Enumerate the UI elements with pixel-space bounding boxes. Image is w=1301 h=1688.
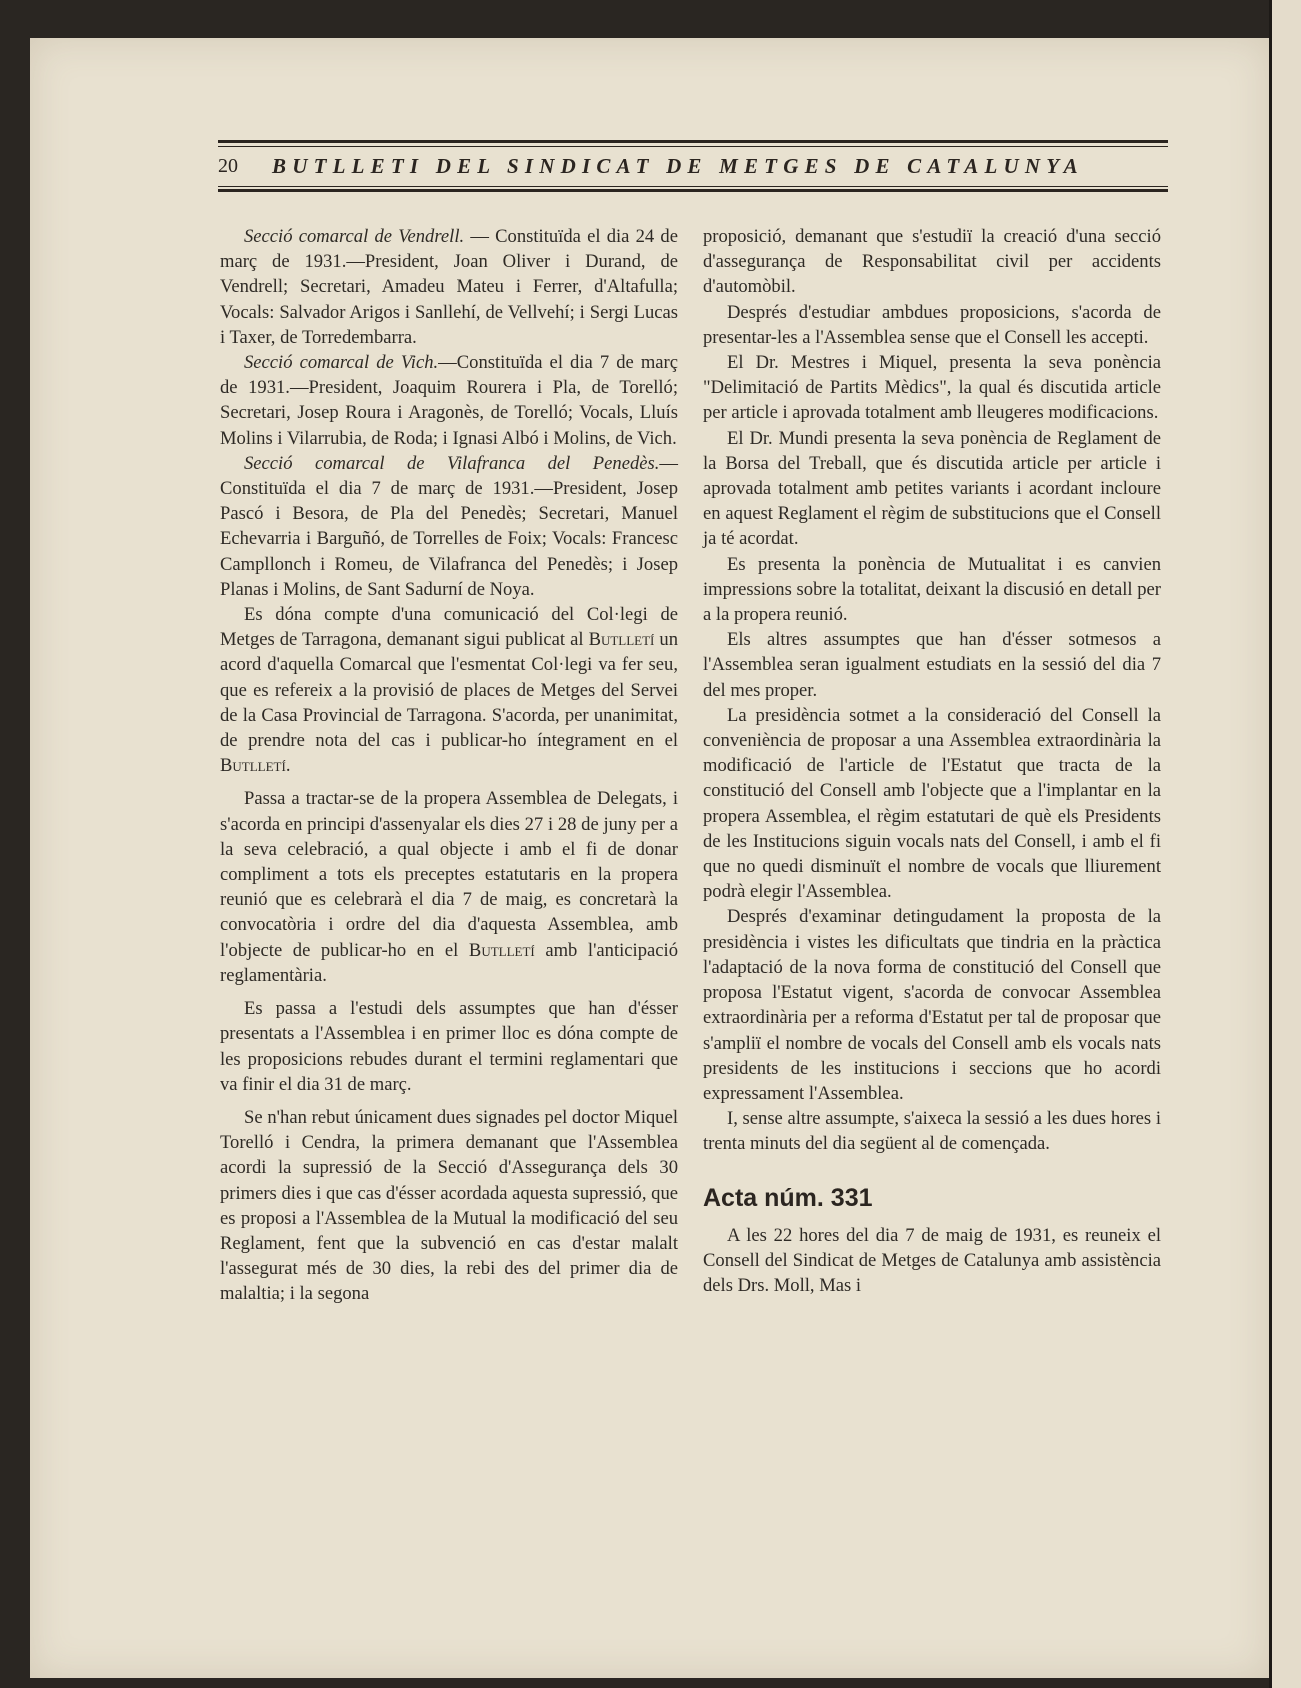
paragraph	[220, 602, 678, 778]
paragraph: Es passa a l'estudi dels assumptes que han d'ésser presentats a l'Assemblea i en primer lloc es dóna compte de les proposicions rebudes durant el termini reglamentari que va finir el dia 31 de març.	[220, 998, 678, 1095]
paragraph-text: Es dóna compte d'una comunicació del Col·legi de Metges de Tarragona, demanant sigui publicat al	[220, 604, 678, 651]
header-row	[218, 151, 1168, 181]
paragraph: Es presenta la ponència de Mutualitat i es canvien impressions sobre la totalitat, deixant la discusió en detall per a la propera reunió.	[703, 553, 1161, 626]
paragraph: Després d'examinar detingudament la proposta de la presidència i vistes les dificultats que tindria en la pràctica l'adaptació de la nova forma de constitució del Consell que proposa l'Estatut vigent, s'acorda de convocar Assemblea extraordinària per a reforma d'Estatut per tal de proposar que s'ampliï el nombre de vocals del Consell amb els vocals nats presidents de les institucions i seccions que ho acordi expressament l'Assemblea.	[703, 906, 1161, 1104]
paragraph	[220, 224, 678, 350]
bulletin-name: Butlletí	[588, 629, 655, 651]
paragraph	[220, 451, 678, 602]
section-label: Secció comarcal de Vendrell.	[244, 226, 465, 247]
section-label: Secció comarcal de Vilafranca del Penedès.	[244, 452, 660, 474]
paragraph: Els altres assumptes que han d'ésser sotmesos a l'Assemblea seran igualment estudiats en la sessió del dia 7 del mes proper.	[703, 629, 1161, 701]
header-rule-top	[218, 140, 1168, 143]
right-column	[703, 224, 1161, 1298]
paragraph: El Dr. Mundi presenta la seva ponència de Reglament de la Borsa del Treball, que és discutida article per article i aprovada totalment amb petites variants i acordant incloure en aquest Reglament el règim de substitucions que el Consell ja té acordat.	[703, 427, 1161, 550]
running-header	[218, 140, 1168, 196]
header-rule-bottom-thin	[218, 186, 1168, 187]
header-rule-bottom	[218, 189, 1168, 192]
paragraph: I, sense altre assumpte, s'aixeca la sessió a les dues hores i trenta minuts del dia següent al de començada.	[703, 1108, 1161, 1155]
paragraph	[220, 350, 678, 451]
paragraph	[220, 786, 678, 988]
paragraph: Després d'estudiar ambdues proposicions, s'acorda de presentar-les a l'Assemblea sense que el Consell les accepti.	[703, 301, 1161, 348]
section-label: Secció comarcal de Vich.	[244, 352, 439, 374]
section-heading: Acta núm. 331	[703, 1183, 873, 1212]
paragraph: A les 22 hores del dia 7 de maig de 1931, es reuneix el Consell del Sindicat de Metges de Catalunya amb assistència dels Drs. Moll, Mas i	[703, 1224, 1161, 1296]
header-rule-top-thin	[218, 146, 1168, 147]
paragraph-text: —Constituïda el dia 7 de març de 1931.—President, Joaquim Rourera i Pla, de Torelló; Secretari, Josep Roura i Aragonès, de Torelló; Vocals, Lluís Molins i Vilarrubia, de Roda; i Ignasi Albó i Molins, de Vich.	[220, 352, 678, 449]
paragraph: La presidència sotmet a la consideració del Consell la conveniència de proposar a una Assemblea extraordinària la modificació de l'article de l'Estatut que tracta de la constitució del Consell amb l'objecte que a l'implantar en la propera Assemblea, el règim estatutari de què els Presidents de les Institucions siguin vocals nats del Consell, i amb el fi que no quedi disminuït el nombre de vocals que lliurement podrà elegir l'Assemblea.	[703, 704, 1161, 903]
bulletin-name: Butlletí	[220, 755, 286, 777]
page-number: 20	[218, 154, 238, 177]
paragraph-text: Passa a tractar-se de la propera Assemblea de Delegats, i s'acorda en principi d'assenyalar els dies 27 i 28 de juny per a la seva celebració, a qual objecte i amb el fi de donar compliment a tots els preceptes estatutaris en la propera reunió que es celebrarà el dia 7 de maig, es concretarà la convocatòria i ordre del dia d'aquesta Assemblea, amb l'objecte de publicar-ho en el	[220, 788, 678, 961]
paragraph-text: — Constituïda el dia 24 de març de 1931.—President, Joan Oliver i Durand, de Vendrell; Secretari, Amadeu Mateu i Ferrer, d'Altafulla; Vocals: Salvador Arigos i Sanllehí, de Vellvehí; i Sergi Lucas i Taxer, de Torredembarra.	[220, 226, 678, 348]
paragraph-text: .	[285, 755, 291, 777]
paragraph: Se n'han rebut únicament dues signades pel doctor Miquel Torelló i Cendra, la primera demanant que l'Assemblea acordi la supressió de la Secció d'Assegurança dels 30 primers dies i que cas d'ésser acordada aquesta supressió, que es proposi a l'Assemblea de la Mutual la modificació del seu Reglament, fent que la subvenció en cas d'estar malalt l'assegurat més de 30 dies, la rebi des del primer dia de malaltia; i la segona	[220, 1106, 678, 1305]
paragraph: proposició, demanant que s'estudiï la creació d'una secció d'assegurança de Responsabilitat civil per accidents d'automòbil.	[703, 226, 1161, 298]
adjacent-page-edge	[1269, 0, 1301, 1688]
paragraph-text: un acord d'aquella Comarcal que l'esmentat Col·legi va fer seu, que es refereix a la provisió de places de Metges del Servei de la Casa Provincial de Tarragona. S'acorda, per unanimitat, de prendre nota del cas i publicar-ho íntegrament en el	[220, 629, 678, 752]
bulletin-name: Butlletí	[468, 939, 535, 961]
paragraph: El Dr. Mestres i Miquel, presenta la seva ponència "Delimitació de Partits Mèdics", la qual és discutida article per article i aprovada totalment amb lleugeres modificacions.	[703, 352, 1161, 424]
left-column	[220, 224, 678, 1307]
running-title: BUTLLETI DEL SINDICAT DE METGES DE CATALUNYA	[272, 153, 1084, 178]
paragraph-text: amb l'anticipació reglamentària.	[220, 939, 678, 986]
paragraph-text: — Constituïda el dia 7 de març de 1931.—President, Josep Pascó i Besora, de Pla del Penedès; Secretari, Manuel Echevarria i Barguñó, de Torrelles de Foix; Vocals: Francesc Campllonch i Romeu, de Vilafranca del Penedès; i Josep Planas i Molins, de Sant Sadurní de Noya.	[220, 452, 678, 600]
